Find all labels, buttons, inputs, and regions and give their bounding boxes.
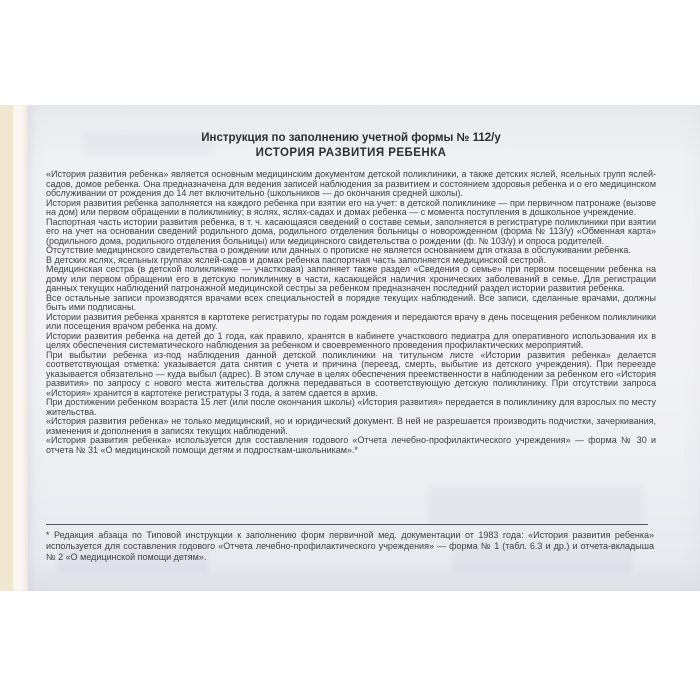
body-paragraph: Паспортная часть истории развития ребенка, в т. ч. касающаяся сведений о составе семьи, заполняется в регистратуре поликлиники при взятии его на учет на основании сведений родильного дома, родильного отделения больницы о новорожденном (форма № 113/у) «Обменная карта» (родильного дома, родильного отделения больницы) или медицинского свидетельства о рождении (ф. № 103/у) и опроса родителей.	[46, 216, 656, 246]
footnote-divider	[46, 524, 648, 525]
page-title-line2: ИСТОРИЯ РАЗВИТИЯ РЕБЕНКА	[255, 147, 447, 159]
footnote-text: * Редакция абзаца по Типовой инструкции к заполнению форм первичной мед. документации от 1983 года: «История развития ребенка» используется для составления годового «Отчета лечебно-профилактического учреждения» — форма № 1 (табл. 6.3 и др.) и отчета-вкладыша № 2 «О медицинской помощи детям».	[46, 530, 654, 562]
body-paragraph: Все остальные записи производятся врачами всех специальностей в порядке текущих наблюдений. Все записи, сделанные врачами, должны быть ими подписаны.	[46, 292, 656, 312]
photograph-area	[0, 105, 700, 591]
body-paragraph: Истории развития ребенка на детей до 1 года, как правило, хранятся в кабинете участкового педиатра для оперативного использования их в целях обеспечения систематического наблюдения за ребенком и своевременного проведения профилактических мероприятий.	[46, 330, 656, 350]
page-title-line1: Инструкция по заполнению учетной формы № 112/у	[201, 132, 501, 144]
body-text	[46, 170, 656, 455]
footnote	[46, 524, 656, 563]
body-paragraph: В детских яслях, ясельных группах яслей-садов и домах ребенка паспортная часть заполняется медицинской сестрой.	[46, 254, 546, 265]
body-paragraph: Истории развития ребенка хранятся в картотеке регистратуры по годам рождения и передаются врачу в день посещения ребенком поликлиники или посещения врачом ребенка на дому.	[46, 311, 656, 331]
body-paragraph: «История развития ребенка» не только медицинский, но и юридический документ. В ней не разрешается производить подчистки, зачеркивания, изменения и дополнения в записях текущих наблюдений.	[46, 416, 656, 436]
body-paragraph: Отсутствие медицинского свидетельства о рождении или данных о прописке не является основанием для отказа в обслуживании ребенка.	[46, 245, 631, 255]
body-paragraph: История развития ребенка заполняется на каждого ребенка при взятии его на учет: в детской поликлинике — при первичном патронаже (вызове на дом) или первом обращении в поликлинику; в яслях, яслях-садах и домах ребенка — с момента поступления в дошкольное учреждение.	[46, 197, 656, 217]
page-title	[46, 131, 656, 161]
document-text-block	[46, 131, 656, 455]
body-paragraph: При достижении ребенком возраста 15 лет (или после окончания школы) «История развития» передается в поликлинику для взрослых по месту жительства.	[46, 397, 656, 417]
document-page	[28, 105, 700, 591]
body-paragraph: «История развития ребенка» используется для составления годового «Отчета лечебно-профилактического учреждения» — форма № 30 и отчета № 31 «О медицинской помощи детям и подросткам-школьникам».*	[46, 435, 656, 455]
body-paragraph: Медицинская сестра (в детской поликлинике — участковая) заполняет также раздел «Сведения о семье» при первом посещении ребенка на дому или первом обращении его в детскую поликлинику в части, касающейся наличия хронических заболеваний в семье. Для регистрации данных текущих наблюдений патронажной медицинской сестры за ребенком предназначен последний раздел истории развития ребенка.	[46, 264, 656, 293]
body-paragraph: «История развития ребенка» является основным медицинским документом детской поликлиники, а также детских яслей, ясельных групп яслей-садов, домов ребенка. Она предназначена для ведения записей наблюдения за развитием и состоянием здоровья ребенка и о его медицинском обслуживании от рождения до 14 лет включительно (школьников — до окончания средней школы).	[46, 169, 656, 198]
body-paragraph: При выбытии ребенка из-под наблюдения данной детской поликлиники на титульном листе «Истории развития ребенка» делается соответствующая отметка: указывается дата снятия с учета и причина (переезд, смерть, выбытие из детского учреждения). При переезде указывается обязательно — куда выбыл (адрес). В этом случае в целях обеспечения преемственности в наблюдении за ребенком его «История развития» по запросу с нового места жительства должна передаваться в соответствующую детскую поликлинику. При отсутствии запроса «История» хранится в картотеке регистратуры 3 года, а затем сдается в архив.	[46, 349, 656, 398]
underlying-page-edge	[13, 105, 28, 591]
show-through-ghost	[428, 487, 643, 523]
